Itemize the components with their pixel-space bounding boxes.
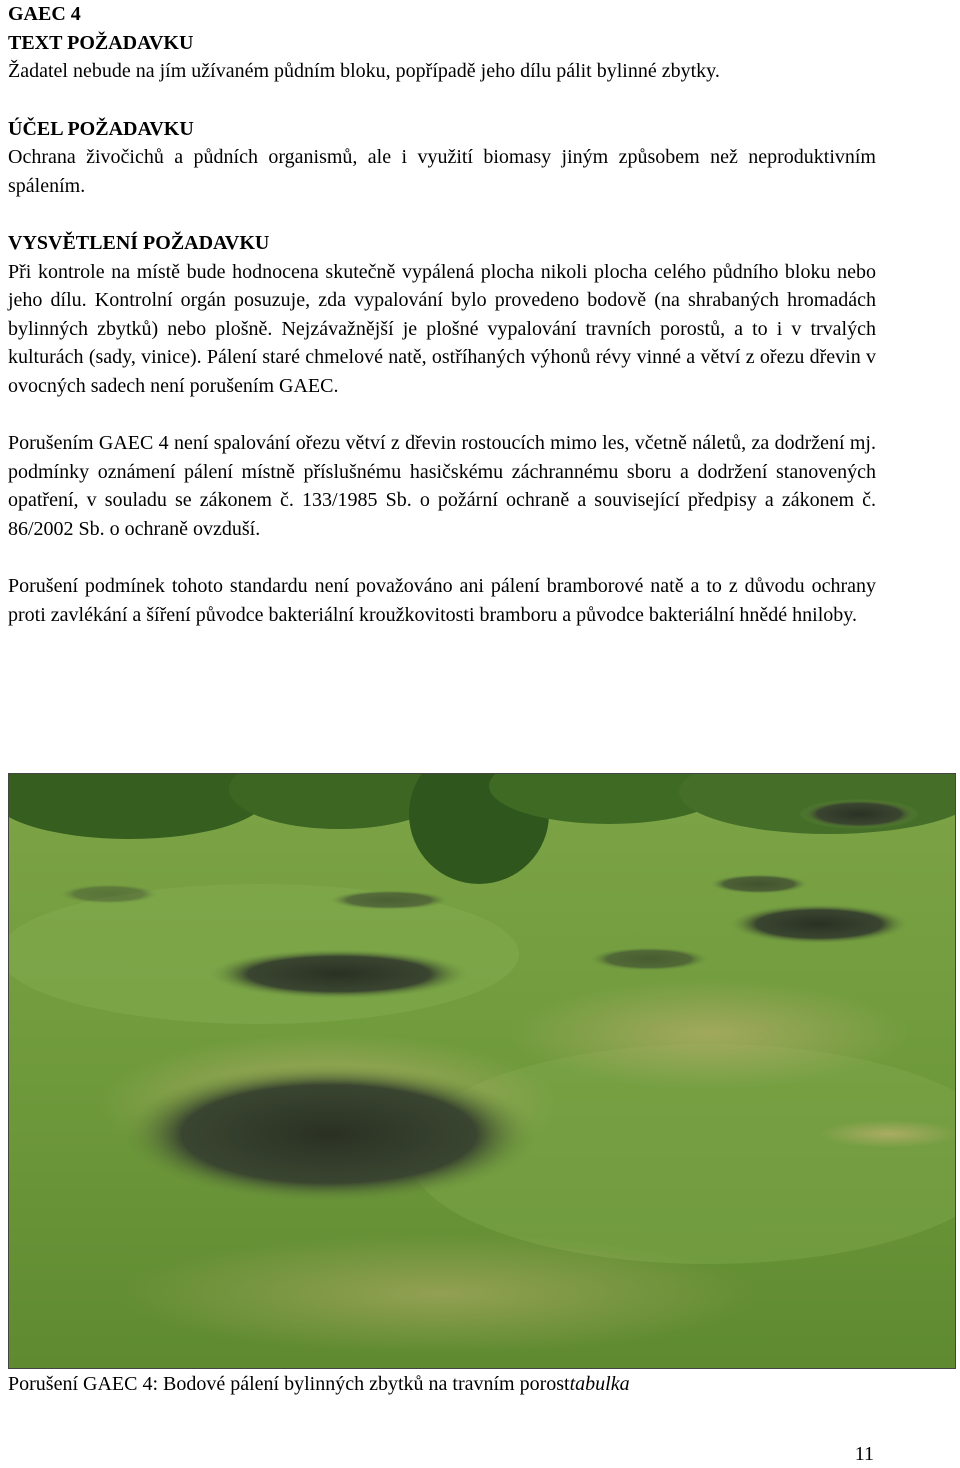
section-heading-purpose: ÚČEL POŽADAVKU — [8, 117, 194, 140]
document-title: GAEC 4 — [8, 3, 81, 25]
section-purpose-paragraph: Ochrana živočichů a půdních organismů, ale i využití biomasy jiným způsobem než neproduktivním spálením. — [8, 146, 876, 197]
page-number: 11 — [854, 1443, 874, 1465]
document-page — [8, 0, 876, 629]
explanation-paragraph-2: Porušením GAEC 4 není spalování ořezu větví z dřevin rostoucích mimo les, včetně náletů, za dodržení mj. podmínky oznámení pálení místně příslušnému hasičskému záchrannému sboru a dodržení stanovených opatření, v souladu se zákonem č. 133/1985 Sb. o požární ochraně a související předpisy a zákonem č. 86/2002 Sb. o ochraně ovzduší. — [8, 432, 876, 540]
figure-caption — [8, 1370, 630, 1398]
figure-caption-italic: tabulka — [569, 1373, 630, 1395]
explanation-paragraph-1: Při kontrole na místě bude hodnocena skutečně vypálená plocha nikoli plocha celého půdního bloku nebo jeho dílu. Kontrolní orgán posuzuje, zda vypalování bylo provedeno bodově (na shrabaných hromadách bylinných zbytků) nebo plošně. Nejzávažnější je plošné vypalování travních porostů, a to i v trvalých kulturách (sady, vinice). Pálení staré chmelové natě, ostříhaných výhonů révy vinné a větví z ořezu dřevin v ovocných sadech není porušením GAEC. — [8, 260, 876, 397]
figure-caption-text: Porušení GAEC 4: Bodové pálení bylinných zbytků na travním porost — [8, 1373, 570, 1395]
section-text-paragraph: Žadatel nebude na jím užívaném půdním bloku, popřípadě jeho dílu pálit bylinné zbytky. — [8, 60, 720, 82]
photo-illustration — [9, 774, 955, 1368]
section-heading-explanation: VYSVĚTLENÍ POŽADAVKU — [8, 232, 270, 254]
section-heading-text: TEXT POŽADAVKU — [8, 31, 194, 54]
burned-grass-photo — [8, 773, 956, 1369]
explanation-paragraph-3: Porušení podmínek tohoto standardu není považováno ani pálení bramborové natě a to z důvodu ochrany proti zavlékání a šíření původce bakteriální kroužkovitosti bramboru a původce bakteriální hnědé hniloby. — [8, 575, 876, 626]
